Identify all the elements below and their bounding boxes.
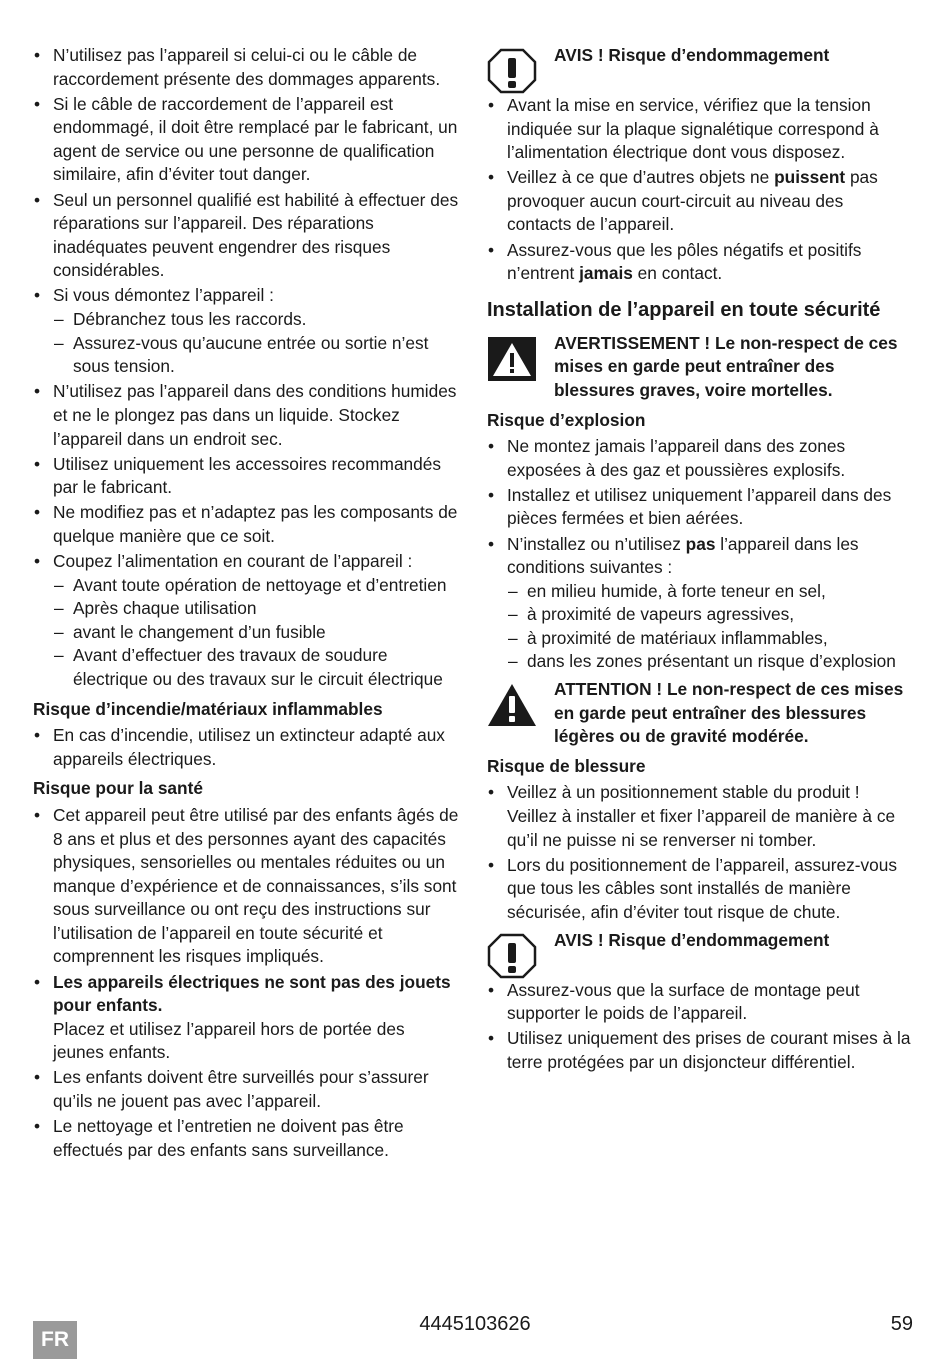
language-badge: FR <box>33 1321 77 1359</box>
sub-item: – Avant d’effectuer des travaux de soudure électrique ou des travaux sur le circuit électrique <box>53 644 460 691</box>
fire-heading: Risque d’incendie/matériaux inflammables <box>33 698 383 719</box>
sub-item: – Avant toute opération de nettoyage et d’entretien <box>53 574 460 598</box>
list-item: • N’installez ou n’utilisez pas l’appareil dans les conditions suivantes : – en milieu humide, à forte teneur en sel, – à proximité de vapeurs agressives, – à proximité de matériaux inflammables, – dans les zones présentant un risque d’explosion <box>487 533 912 675</box>
list-item: • Lors du positionnement de l’appareil, assurez-vous que tous les câbles sont installés de manière sécurisée, afin d’éviter tout risque de chute. <box>487 854 912 925</box>
notice-1-list <box>487 94 912 286</box>
explosion-list <box>487 435 912 674</box>
list-item: • Avant la mise en service, vérifiez que la tension indiquée sur la plaque signalétique correspond à l’alimentation électrique dont vous disposez. <box>487 94 912 165</box>
sub-item: – en milieu humide, à forte teneur en sel, <box>507 580 912 604</box>
health-heading: Risque pour la santé <box>33 778 203 799</box>
toys-bold-text: Les appareils électriques ne sont pas des jouets pour enfants. <box>53 971 451 1016</box>
list-item: • Utilisez uniquement des prises de courant mises à la terre protégées par un disjoncteur différentiel. <box>487 1027 912 1074</box>
injury-list <box>487 781 912 924</box>
injury-heading: Risque de blessure <box>487 755 646 776</box>
notice-title: AVIS ! Risque d’endommagement <box>554 929 830 950</box>
document-number: 4445103626 <box>419 1313 531 1335</box>
sub-item: – dans les zones présentant un risque d’explosion <box>507 650 912 674</box>
list-item: • Veillez à un positionnement stable du produit ! Veillez à installer et fixer l’appareil de manière à ce qu’il ne puisse ni se renverser ni tomber. <box>487 781 912 852</box>
list-item <box>33 284 460 378</box>
list-item: • Si le câble de raccordement de l’appareil est endommagé, il doit être remplacé par le fabricant, un agent de service ou une personne de qualification similaire, afin d’éviter tout danger. <box>33 93 460 187</box>
list-item: • N’utilisez pas l’appareil dans des conditions humides et ne le plongez pas dans un liquide. Stockez l’appareil dans un endroit sec. <box>33 380 460 451</box>
power-text: Coupez l’alimentation en courant de l’appareil : <box>53 550 413 571</box>
left-column <box>33 44 460 1164</box>
dismantle-sublist <box>53 308 460 379</box>
conditions-sublist <box>507 580 912 674</box>
notice-damage-2 <box>487 929 912 975</box>
sub-item: – Débranchez tous les raccords. <box>53 308 460 332</box>
sub-item: – avant le changement d’un fusible <box>53 621 460 645</box>
sub-item: – Assurez-vous qu’aucune entrée ou sortie n’est sous tension. <box>53 332 460 379</box>
list-item: • En cas d’incendie, utilisez un extincteur adapté aux appareils électriques. <box>33 724 460 771</box>
list-item: • Installez et utilisez uniquement l’appareil dans des pièces fermées et bien aérées. <box>487 484 912 531</box>
notice-2-list <box>487 979 912 1075</box>
list-item <box>33 971 460 1065</box>
dismantle-text: Si vous démontez l’appareil : <box>53 285 274 306</box>
caution-box <box>487 678 912 749</box>
notice-title: AVIS ! Risque d’endommagement <box>554 45 830 65</box>
install-heading: Installation de l’appareil en toute sécurité <box>487 298 881 321</box>
fire-list <box>33 724 460 771</box>
warning-text: AVERTISSEMENT ! Le non-respect de ces mises en garde peut entraîner des blessures graves, voire mortelles. <box>554 332 898 400</box>
caution-text: ATTENTION ! Le non-respect de ces mises en garde peut entraîner des blessures légères ou de gravité modérée. <box>554 679 904 747</box>
list-item: • N’utilisez pas l’appareil si celui-ci ou le câble de raccordement présente des dommages apparents. <box>33 44 460 91</box>
list-item: • Cet appareil peut être utilisé par des enfants âgés de 8 ans et plus et des personnes ayant des capacités physiques, sensorielles ou mentales réduites ou un manque d’expérience et de connaissances, s’ils sont sous surveillance ou ont reçu des instructions sur l’utilisation de l’appareil en toute sécurité et comprennent les risques impliqués. <box>33 804 460 969</box>
notice-damage-1 <box>487 44 912 90</box>
notice-exclamation-icon <box>487 933 537 979</box>
list-item <box>33 550 460 692</box>
list-item: • Seul un personnel qualifié est habilité à effectuer des réparations sur l’appareil. Des réparations inadéquates peuvent engendrer des risques considérables. <box>33 189 460 283</box>
caution-triangle-icon <box>487 682 537 728</box>
explosion-heading: Risque d’explosion <box>487 409 646 430</box>
notice-exclamation-icon <box>487 48 537 94</box>
list-item: • Assurez-vous que la surface de montage peut supporter le poids de l’appareil. <box>487 979 912 1026</box>
list-item: • Utilisez uniquement les accessoires recommandés par le fabricant. <box>33 453 460 500</box>
warning-triangle-icon <box>487 336 537 382</box>
warning-box <box>487 332 912 403</box>
list-item: • Veillez à ce que d’autres objets ne puissent pas provoquer aucun court-circuit au niveau des contacts de l’appareil. <box>487 166 912 237</box>
list-item: • Assurez-vous que les pôles négatifs et positifs n’entrent jamais en contact. <box>487 239 912 286</box>
list-item: • Ne montez jamais l’appareil dans des zones exposées à des gaz et poussières explosifs. <box>487 435 912 482</box>
sub-item: – Après chaque utilisation <box>53 597 460 621</box>
general-safety-list <box>33 44 460 692</box>
health-list <box>33 804 460 1162</box>
power-sublist <box>53 574 460 692</box>
sub-item: – à proximité de matériaux inflammables, <box>507 627 912 651</box>
sub-item: – à proximité de vapeurs agressives, <box>507 603 912 627</box>
list-item: • Les enfants doivent être surveillés pour s’assurer qu’ils ne jouent pas avec l’appareil. <box>33 1066 460 1113</box>
toys-text: Placez et utilisez l’appareil hors de portée des jeunes enfants. <box>53 1018 405 1063</box>
list-item: • Le nettoyage et l’entretien ne doivent pas être effectués par des enfants sans surveillance. <box>33 1115 460 1162</box>
right-column <box>487 44 912 1076</box>
list-item: • Ne modifiez pas et n’adaptez pas les composants de quelque manière que ce soit. <box>33 501 460 548</box>
page-number: 59 <box>890 1313 913 1335</box>
